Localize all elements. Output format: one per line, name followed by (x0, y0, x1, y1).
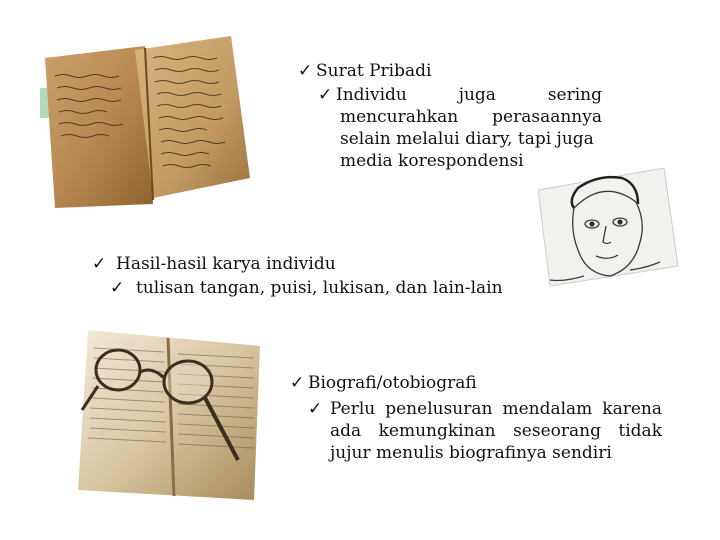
section2-detail-row (110, 277, 503, 299)
section2-detail: tulisan tangan, puisi, lukisan, dan lain-lain (136, 278, 503, 298)
section3-heading: Biografi/otobiografi (308, 373, 477, 393)
book-with-spectacles-image (78, 330, 260, 500)
section1-heading: Surat Pribadi (316, 61, 432, 81)
old-letter-image (35, 28, 250, 208)
section1-detail-line3: selain melalui diary, tapi juga (340, 129, 594, 149)
checkmark-icon: ✓ (110, 278, 125, 298)
section3-heading-row (290, 372, 477, 394)
section3-detail (308, 398, 662, 464)
section3-detail-line3: jujur menulis biografinya sendiri (330, 443, 612, 463)
section1-detail (318, 84, 602, 172)
section1-detail-line1: Individu juga sering (336, 85, 602, 105)
portrait-sketch-image (538, 168, 678, 286)
section2-heading-row (92, 253, 336, 275)
checkmark-icon: ✓ (298, 61, 313, 81)
section2-heading: Hasil-hasil karya individu (116, 254, 336, 274)
section1-detail-line2: mencurahkan perasaannya (340, 107, 602, 127)
section1-detail-line4: media korespondensi (340, 151, 524, 171)
checkmark-icon: ✓ (92, 254, 107, 274)
section1-heading-row (298, 60, 431, 82)
checkmark-icon: ✓ (318, 85, 333, 105)
section3-detail-line1: Perlu penelusuran mendalam karena (330, 399, 662, 419)
checkmark-icon: ✓ (290, 373, 305, 393)
section3-detail-line2: ada kemungkinan seseorang tidak (330, 421, 662, 441)
checkmark-icon: ✓ (308, 399, 323, 419)
